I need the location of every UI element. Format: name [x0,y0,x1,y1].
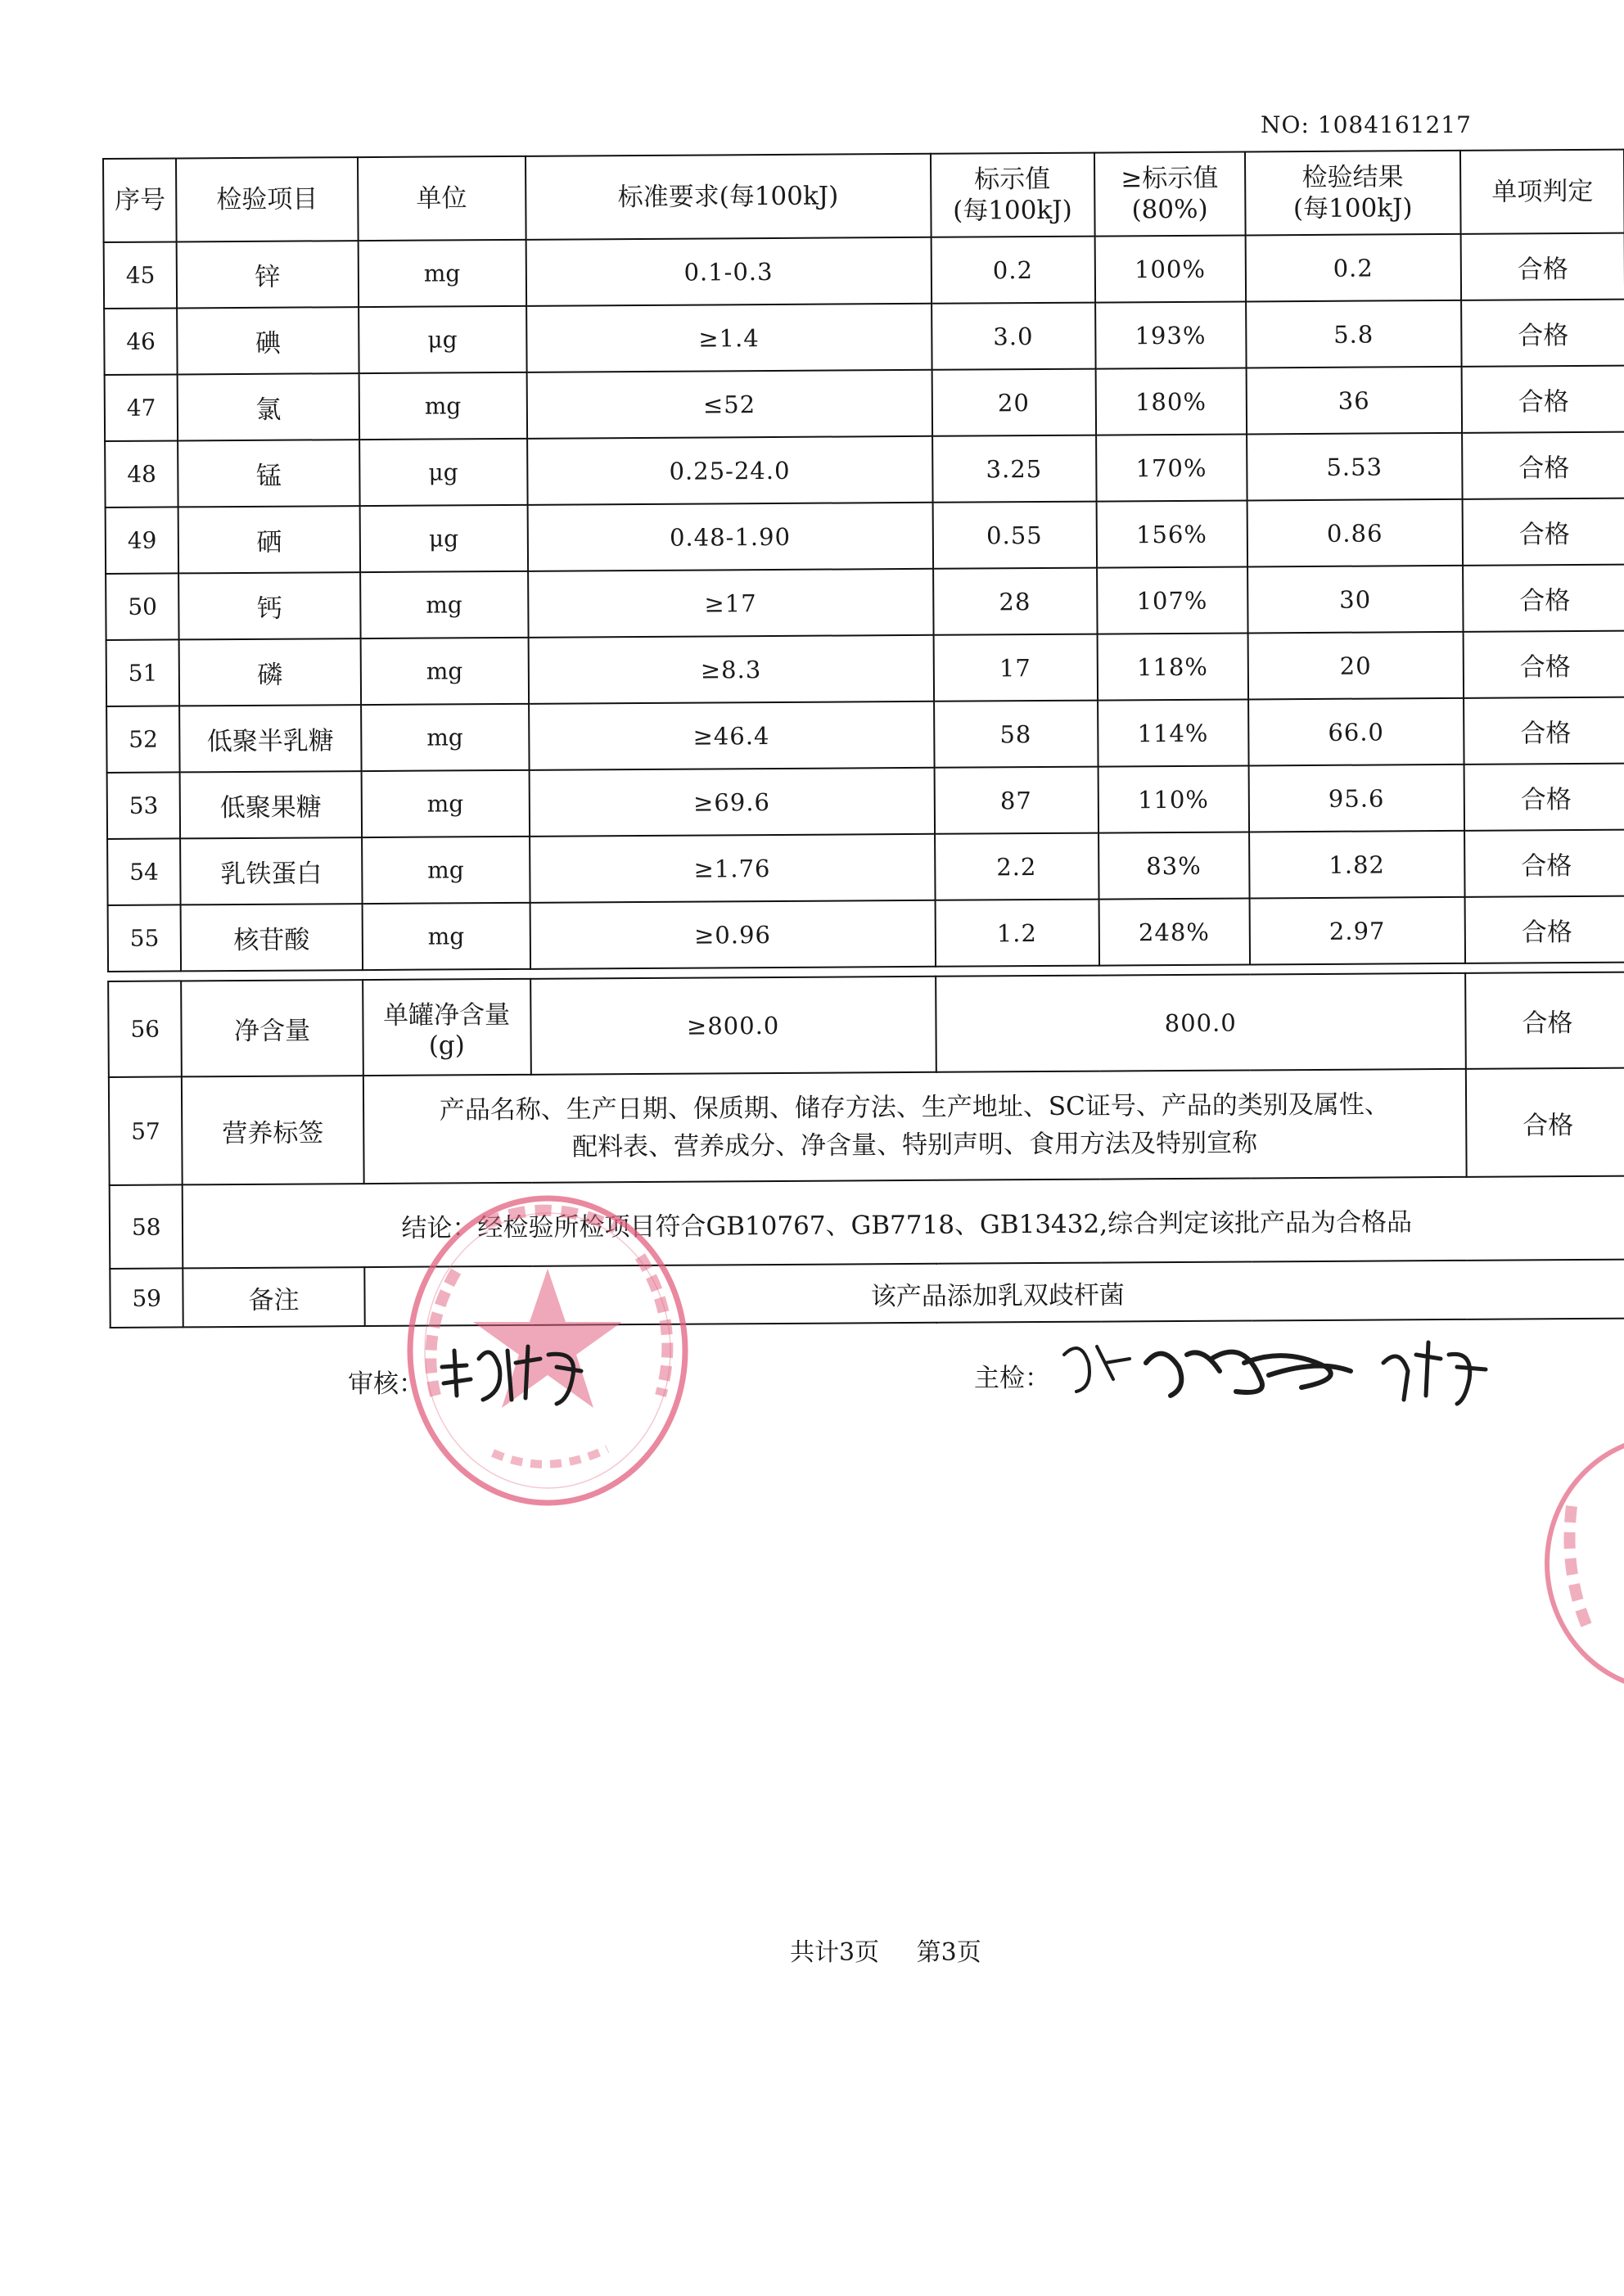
cell-unit: mg [361,770,530,837]
cell-seq: 52 [106,706,180,773]
cell-label-value: 20 [932,369,1095,436]
page-footer [790,1932,1011,1968]
header-item: 检验项目 [176,157,358,241]
cell-item: 锰 [178,440,360,507]
header-label-value: 标示值 (每100kJ) [931,153,1095,237]
header-unit: 单位 [358,156,526,241]
cell-item: 低聚果糖 [180,771,362,838]
cell-judgment: 合格 [1464,631,1624,698]
cell-standard: 0.48-1.90 [527,503,932,571]
cell-result: 800.0 [936,973,1466,1072]
footer-current-page: 第3页 [916,1938,981,1967]
inspector-signatures [1056,1330,1498,1412]
cell-remark: 该产品添加乳双歧杆菌 [364,1260,1624,1326]
cell-result: 20 [1247,632,1464,700]
cell-result: 95.6 [1248,765,1464,832]
header-result: 检验结果 (每100kJ) [1245,151,1461,236]
cell-percent: 156% [1096,500,1247,567]
cell-percent: 110% [1098,765,1249,832]
cell-standard: ≥1.76 [530,834,935,903]
header-percent: ≥标示值 (80%) [1094,151,1246,236]
table-row [106,631,1624,706]
auditor-label: 审核： [348,1369,424,1399]
cell-item: 净含量 [182,980,363,1076]
cell-unit: mg [360,571,529,638]
table-header-row [103,150,1624,242]
table-row [106,697,1624,773]
cell-conclusion: 结论：经检验所检项目符合GB10767、GB7718、GB13432,综合判定该批产品为合格品 [183,1176,1624,1269]
cell-label-value: 1.2 [935,900,1098,967]
cell-percent: 118% [1097,633,1248,700]
cell-judgment: 合格 [1466,1068,1624,1177]
cell-item: 锌 [177,241,359,308]
cell-label-value: 3.0 [932,303,1095,370]
cell-seq: 55 [108,904,182,972]
inspector-label: 主检： [974,1364,1050,1393]
cell-percent: 180% [1095,368,1247,435]
cell-seq: 49 [106,507,179,574]
table-row [106,565,1624,640]
cell-judgment: 合格 [1464,764,1624,831]
table-row [104,233,1624,309]
cell-standard: ≥0.96 [530,900,935,969]
cell-unit: mg [359,372,527,440]
cell-label-value: 0.2 [931,237,1094,304]
partial-seal [1539,1432,1624,1694]
cell-percent: 100% [1094,235,1246,302]
cell-unit: mg [358,240,526,307]
cell-percent: 107% [1097,566,1248,634]
cell-percent: 83% [1098,832,1250,899]
document-number: NO: 1084161217 [1261,111,1472,138]
cell-label-value: 3.25 [932,435,1096,503]
cell-standard: ≥46.4 [529,701,934,770]
table-row [106,498,1624,574]
cell-result: 5.8 [1246,300,1462,368]
cell-seq: 46 [104,308,178,375]
cell-item: 核苷酸 [181,904,363,971]
cell-item: 碘 [178,307,359,374]
cell-percent: 193% [1095,301,1247,368]
cell-result: 30 [1247,566,1464,634]
cell-seq: 50 [106,573,179,640]
cell-standard: 0.1-0.3 [526,237,931,306]
table-row-nutrition-label [109,1068,1624,1185]
table-row [105,366,1624,441]
cell-result: 2.97 [1249,897,1465,965]
cell-unit: 单罐净含量 (g) [363,979,531,1076]
cell-result: 36 [1246,367,1462,435]
table-row [104,300,1624,375]
cell-item: 营养标签 [182,1076,363,1184]
cell-result: 5.53 [1247,433,1463,501]
cell-judgment: 合格 [1463,565,1624,632]
cell-seq: 48 [105,440,178,507]
cell-standard: ≥800.0 [530,977,936,1075]
cell-standard: ≥17 [528,569,933,638]
cell-standard: ≥8.3 [528,635,933,704]
cell-seq: 59 [110,1268,183,1328]
cell-unit: mg [361,704,530,771]
cell-standard: 0.25-24.0 [527,436,932,505]
cell-item: 氯 [178,373,359,440]
header-judgment: 单项判定 [1460,150,1624,234]
cell-seq: 53 [107,772,181,839]
cell-judgment: 合格 [1461,300,1624,367]
cell-item: 备注 [183,1267,364,1327]
cell-label-value: 2.2 [935,833,1098,900]
cell-label-value: 28 [933,568,1097,635]
cell-seq: 56 [108,981,182,1077]
cell-result: 1.82 [1249,831,1465,899]
cell-unit: mg [362,837,530,904]
cell-standard: ≥69.6 [529,768,934,837]
cell-judgment: 合格 [1462,366,1624,433]
cell-unit: mg [362,903,530,970]
cell-judgment: 合格 [1464,697,1624,765]
auditor-signature [434,1334,589,1408]
cell-label-value: 0.55 [932,502,1096,569]
cell-result: 0.2 [1245,234,1461,302]
cell-standard: ≤52 [526,370,932,439]
table-row-remark [110,1260,1624,1328]
cell-item: 磷 [179,638,361,706]
cell-unit: mg [360,638,529,705]
cell-judgment: 合格 [1464,896,1624,963]
cell-seq: 58 [110,1184,183,1269]
table-row [108,896,1624,972]
cell-item: 钙 [179,572,361,639]
cell-unit: μg [359,306,527,373]
cell-item: 硒 [178,506,360,573]
cell-judgment: 合格 [1464,830,1624,897]
cell-standard: ≥1.4 [526,304,932,372]
cell-unit: μg [359,439,528,506]
cell-item: 低聚半乳糖 [180,705,362,772]
cell-label-value: 58 [934,701,1098,768]
cell-seq: 51 [106,639,180,706]
cell-judgment: 合格 [1463,498,1624,566]
cell-unit: μg [359,505,528,572]
table-row [105,432,1624,507]
table-row-conclusion [110,1176,1624,1269]
cell-item: 乳铁蛋白 [181,837,363,904]
cell-percent: 114% [1098,699,1249,766]
cell-judgment: 合格 [1461,233,1624,300]
table-row [107,830,1624,905]
cell-percent: 170% [1096,434,1247,501]
cell-seq: 54 [107,838,181,905]
inspection-table [102,149,1624,1328]
cell-label-value: 87 [934,767,1098,834]
cell-seq: 47 [105,374,178,441]
footer-total-pages: 共计3页 [790,1938,880,1967]
cell-result: 0.86 [1247,499,1463,567]
table-row-net-content [108,972,1624,1077]
table-row [107,764,1624,839]
header-standard: 标准要求(每100kJ) [526,154,931,240]
cell-percent: 248% [1098,898,1250,965]
cell-label-value: 17 [933,634,1097,701]
cell-seq: 57 [109,1076,183,1185]
cell-judgment: 合格 [1465,972,1624,1069]
cell-nutrition-text: 产品名称、生产日期、保质期、储存方法、生产地址、SC证号、产品的类别及属性、 配料表、营养成分、净含量、特别声明、食用方法及特别宣称 [363,1069,1466,1184]
cell-seq: 45 [104,241,178,309]
header-seq: 序号 [103,158,177,242]
cell-judgment: 合格 [1462,432,1624,499]
cell-result: 66.0 [1248,698,1464,766]
